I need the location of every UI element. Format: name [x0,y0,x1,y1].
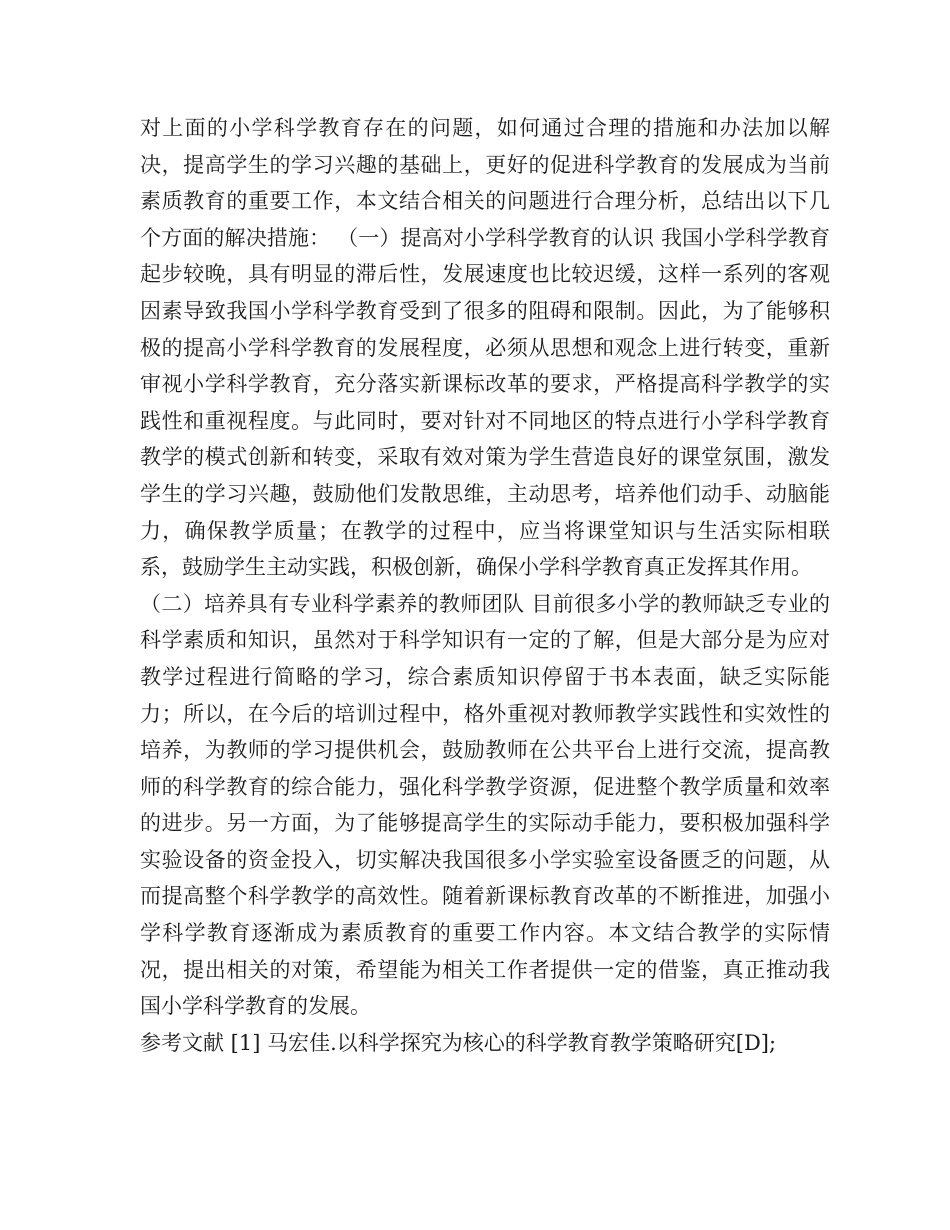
references-line: 参考文献 [1] 马宏佳.以科学探究为核心的科学教育教学策略研究[D]; [140,1030,777,1055]
body-paragraph-2: （二）培养具有专业科学素养的教师团队 目前很多小学的教师缺乏专业的科学素质和知识，虽然对于科学知识有一定的了解，但是大部分是为应对教学过程进行简略的学习，综合素质知识停留于书本表面，缺乏实际能力；所以，在今后的培训过程中，格外重视对教师教学实践性和实效性的培养，为教师的学习提供机会，鼓励教师在公共平台上进行交流，提高教师的科学教育的综合能力，强化科学教学资源，促进整个教学质量和效率的进步。另一方面，为了能够提高学生的实际动手能力，要积极加强科学实验设备的资金投入，切实解决我国很多小学实验室设备匮乏的问题，从而提高整个科学教学的高效性。随着新课标教育改革的不断推进，加强小学科学教育逐渐成为素质教育的重要工作内容。本文结合教学的实际情况，提出相关的对策，希望能为相关工作者提供一定的借鉴，真正推动我国小学科学教育的发展。 [140,591,830,1019]
body-paragraph-1: 对上面的小学科学教育存在的问题，如何通过合理的措施和办法加以解决，提高学生的学习兴趣的基础上，更好的促进科学教育的发展成为当前素质教育的重要工作，本文结合相关的问题进行合理分析，总结出以下几个方面的解决措施： （一）提高对小学科学教育的认识 我国小学科学教育起步较晚，具有明显的滞后性，发展速度也比较迟缓，这样一系列的客观因素导致我国小学科学教育受到了很多的阻碍和限制。因此，为了能够积极的提高小学科学教育的发展程度，必须从思想和观念上进行转变，重新审视小学科学教育，充分落实新课标改革的要求，严格提高科学教学的实践性和重视程度。与此同时，要对针对不同地区的特点进行小学科学教育教学的模式创新和转变，采取有效对策为学生营造良好的课堂氛围，激发学生的学习兴趣，鼓励他们发散思维，主动思考，培养他们动手、动脑能力，确保教学质量；在教学的过程中，应当将课堂知识与生活实际相联系，鼓励学生主动实践，积极创新，确保小学科学教育真正发挥其作用。 [140,116,830,580]
document-body [140,110,830,1061]
